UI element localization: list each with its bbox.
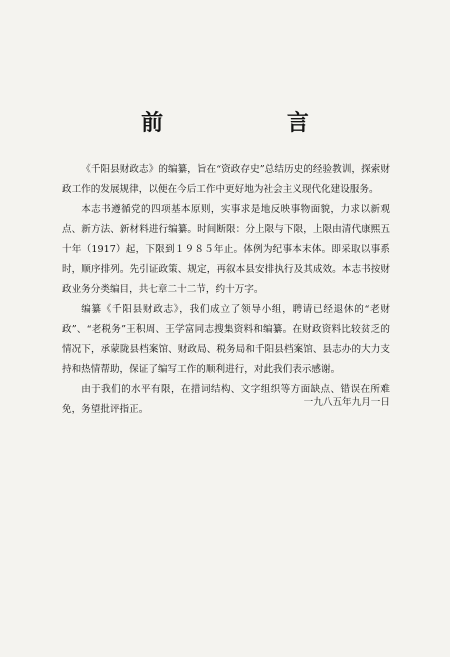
page-title: 前 言 (141, 110, 367, 136)
paragraph-principles: 本志书遵循党的四项基本原则，实事求是地反映事物面貌，力求以新观点、新方法、新材料进行编纂。时间断限：分上限与下限，上限由清代康熙五十年（1917）起，下限到１９８５年止。体例为纪事本末体。即采取以事系时，顺序排列。先引证政策、规定，再叙本县安排执行及其成效。本志书按财政业务分类编目，共七章二十二节，约十万字。 (62, 204, 390, 295)
paragraph-apology: 由于我们的水平有限，在措词结构、文字组织等方面缺点、错误在所难免，务望批评指正。 (62, 384, 390, 415)
paragraph-purpose: 《千阳县财政志》的编纂，旨在“资政存史”总结历史的经验教训，探索财政工作的发展规律，以便在今后工作中更好地为社会主义现代化建设服务。 (62, 164, 390, 195)
paragraph-acknowledgements: 编纂《千阳县财政志》，我们成立了领导小组，聘请已经退休的“老财政”、“老税务”王积周、王学富同志搜集资料和编纂。在财政资料比较贫乏的情况下，承蒙陇县档案馆、财政局、税务局和千阳县档案馆、县志办的大力支持和热情帮助，保证了编写工作的顺利进行，对此我们表示感谢。 (62, 304, 390, 375)
signature-date: 一九八五年九月一日 (303, 397, 390, 408)
preface-body (62, 160, 390, 420)
